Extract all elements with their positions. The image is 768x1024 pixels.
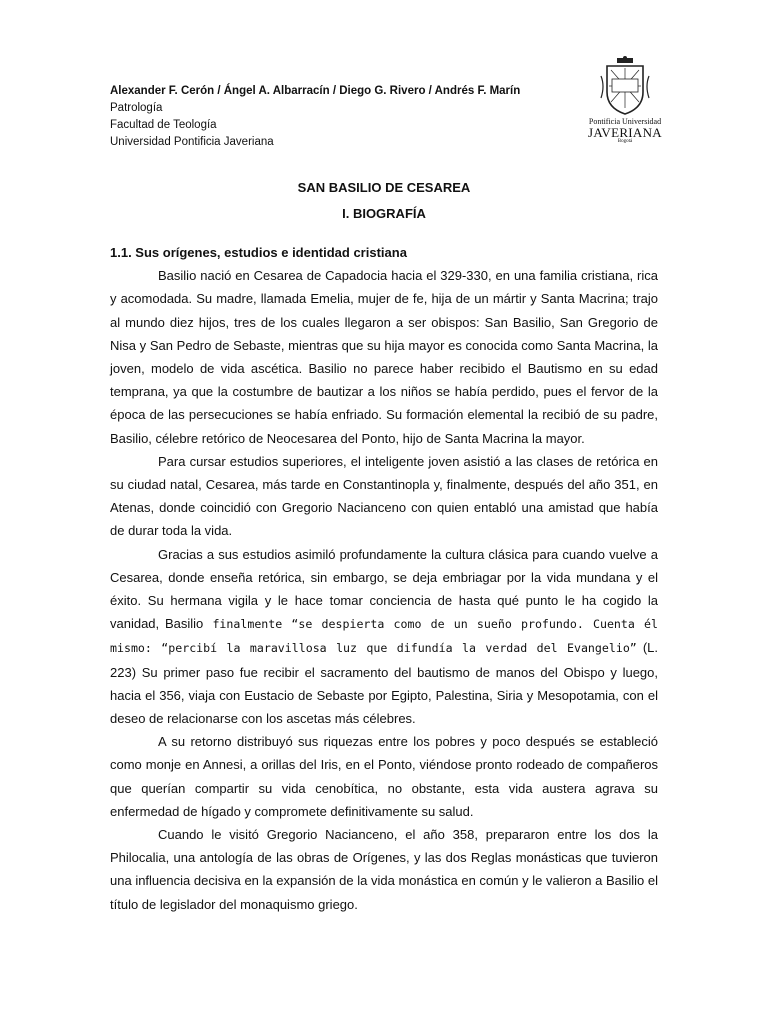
seal-icon	[597, 56, 653, 116]
paragraph-3-part-a: Gracias a sus estudios asimiló profundamente la cultura clásica para cuando vuelve a Cesarea, donde enseña retórica, sin embargo, se deja embriagar por la vida mundana y el éxito. Su hermana vigila y le hace tomar conciencia de hasta qué punto le ha cogido la vanidad, Basilio	[110, 546, 658, 632]
logo-line-3: Bogotá	[617, 139, 633, 144]
paragraph-3-part-b: (L. 223) Su primer paso fue recibir el sacramento del bautismo de manos del Obispo y luego, hacia el 356, viaja con Eustacio de Sebaste por Egipto, Palestina, Siria y Mesopotamia, con el deseo de relacionarse con los ascetas más célebres.	[110, 640, 658, 727]
university-logo	[586, 56, 664, 150]
logo-line-1: Pontificia Universidad	[588, 117, 662, 126]
paragraph-1: Basilio nació en Cesarea de Capadocia hacia el 329-330, en una familia cristiana, rica y acomodada. Su madre, llamada Emelia, mujer de fe, hija de un mártir y Santa Macrina; trajo al mundo diez hijos, tres de los cuales llegaron a ser obispos: San Basilio, San Gregorio de Nisa y San Pedro de Sebaste, mientras que su hija mayor es conocida como Santa Macrina, la joven, modelo de vida ascética. Basilio no parece haber recibido el Bautismo en su edad temprana, ya que la costumbre de bautizar a los niños se había perdido, pues el fervor de la época de las persecuciones se había enfriado. Su formación elemental la recibió de su padre, Basilio, célebre retórico de Neocesarea del Ponto, hijo de Santa Macrina la mayor.	[110, 268, 658, 446]
paragraph-4: A su retorno distribuyó sus riquezas entre los pobres y poco después se estableció como monje en Annesi, a orillas del Iris, en el Ponto, viéndose pronto rodeado de compañeros que querían compartir su vida cenobítica, no obstante, esta vida austera agrava su enfermedad de hígado y compromete definitivamente su salud.	[110, 734, 658, 819]
document-titles	[110, 175, 658, 227]
section-heading: 1.1. Sus orígenes, estudios e identidad cristiana	[110, 245, 407, 260]
paragraph-5: Cuando le visitó Gregorio Nacianceno, el año 358, prepararon entre los dos la Philocalia, una antología de las obras de Orígenes, y las dos Reglas monásticas que tuvieron una influencia decisiva en la expansión de la vida monástica en común y le valieron a Basilio el título de legislador del monaquismo griego.	[110, 827, 658, 912]
authors-line: Alexander F. Cerón / Ángel A. Albarracín / Diego G. Rivero / Andrés F. Marín	[110, 85, 521, 97]
university-name: Universidad Pontificia Javeriana	[110, 136, 274, 148]
paragraph-3	[110, 543, 658, 731]
sub-title: I. BIOGRAFÍA	[342, 206, 426, 221]
document-header	[110, 83, 580, 151]
paragraph-2: Para cursar estudios superiores, el inteligente joven asistió a las clases de retórica en su ciudad natal, Cesarea, más tarde en Constantinopla y, finalmente, después del año 351, en Atenas, donde coincidió con Gregorio Nacianceno con quien entabló una amistad que había de durar toda la vida.	[110, 453, 658, 539]
document-body	[110, 241, 658, 916]
faculty-name: Facultad de Teología	[110, 119, 217, 131]
main-title: SAN BASILIO DE CESAREA	[297, 180, 471, 195]
course-name: Patrología	[110, 102, 163, 114]
paragraph-3-quote: finalmente “se despierta como de un sueño profundo. Cuenta él mismo: “percibí la maravillosa luz que difundía la verdad del Evangelio”	[110, 617, 659, 656]
logo-line-2: JAVERIANA	[588, 125, 662, 140]
